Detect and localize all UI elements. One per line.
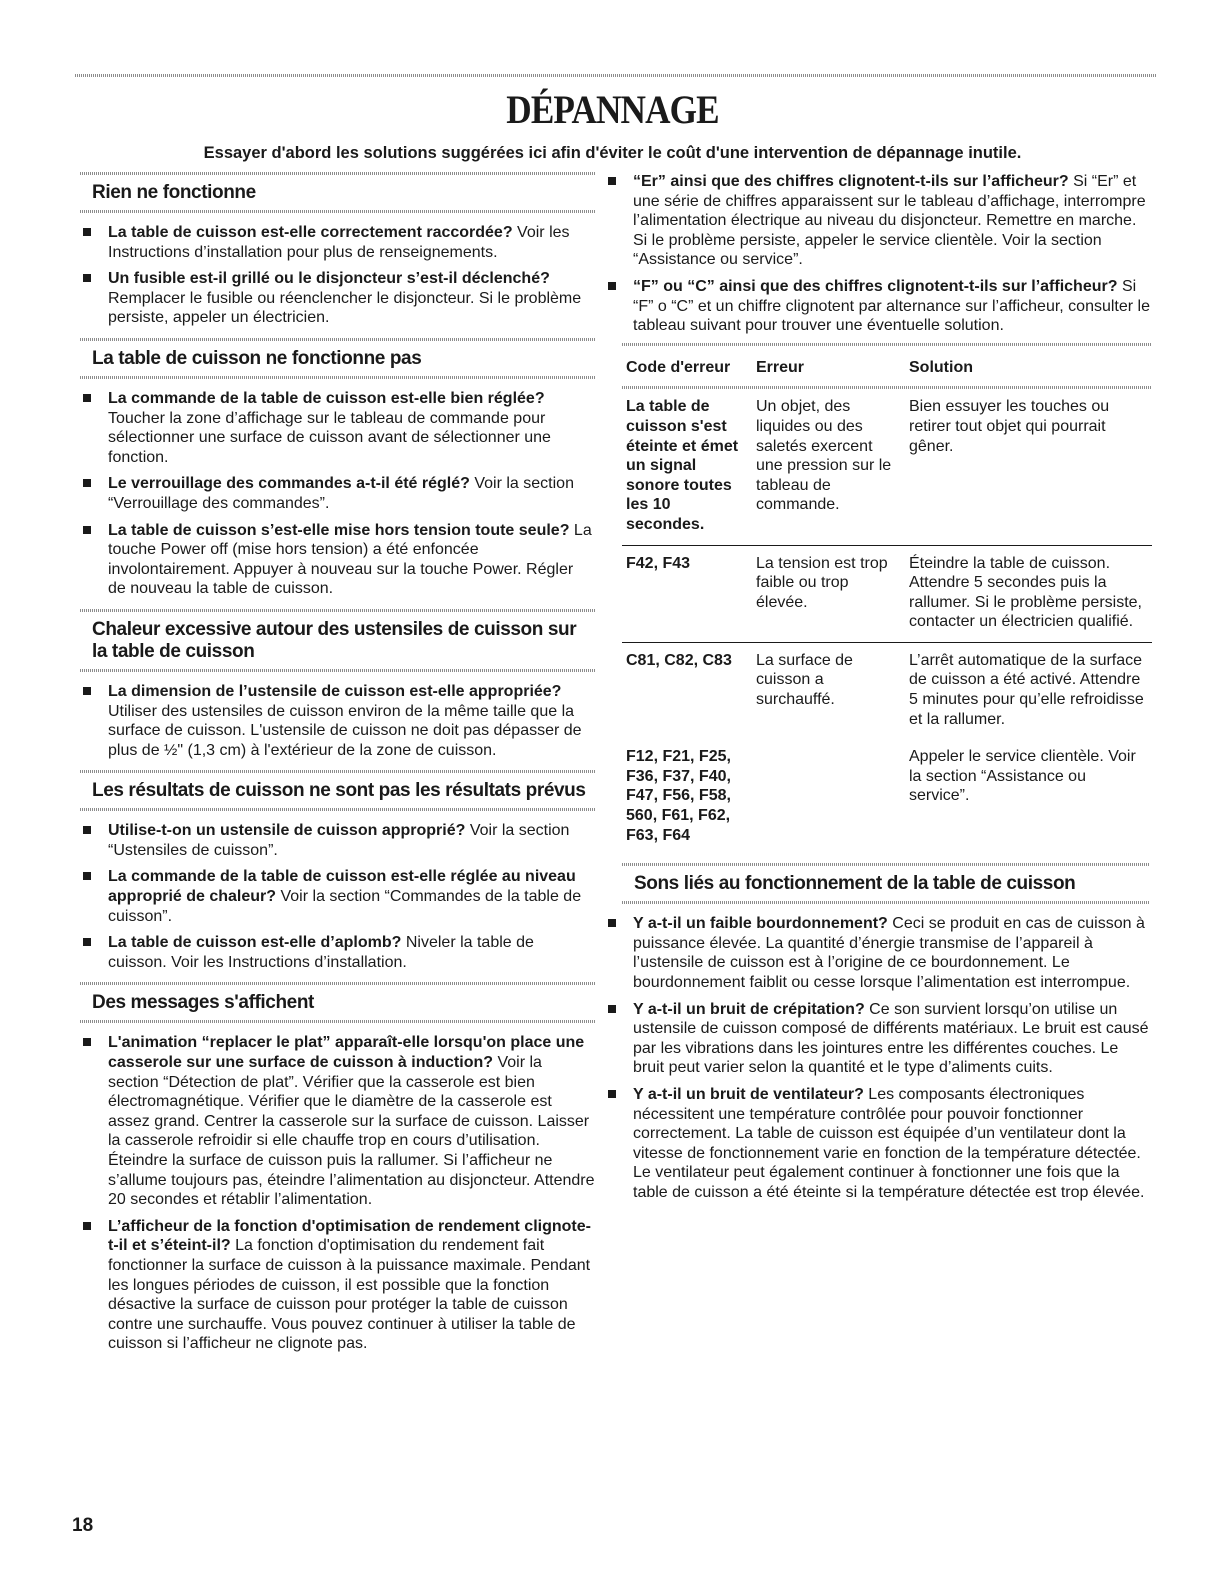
- bullet-icon: [608, 282, 616, 290]
- section-messages: [80, 982, 595, 1354]
- section-nothing-works: [80, 172, 595, 328]
- section-cooktop-not-working: [80, 338, 595, 599]
- item-text: Utiliser des ustensiles de cuisson environ de la même taille que la surface de cuisson. L'ustensile de cuisson ne doit pas dépasser de plus de ½" (1,3 cm) à l'extérieur de la zone de cuisson.: [108, 702, 582, 759]
- item-lead: “Er” ainsi que des chiffres clignotent-t-ils sur l’afficheur?: [633, 173, 1069, 190]
- item-text: Ce son survient lorsqu’on utilise un ustensile de cuisson composé de différents matériaux. Le bruit est causé par les vibrations dans les jointures entre les différentes couches. Le bruit peut varier selon la quantité et le type d’aliments cuits.: [633, 1000, 1149, 1077]
- left-column: [80, 172, 595, 1364]
- col-header-code: Code d'erreur: [626, 358, 731, 376]
- cell-error: [752, 739, 905, 855]
- cell-error: La tension est trop faible ou trop élevée.: [752, 545, 905, 642]
- list-item: [80, 682, 595, 760]
- bullet-icon: [83, 228, 91, 236]
- list-item: [605, 1085, 1150, 1203]
- item-lead: Un fusible est-il grillé ou le disjoncteur s’est-il déclenché?: [108, 270, 550, 288]
- col-header-error: Erreur: [756, 358, 805, 376]
- section-rule: [622, 901, 1150, 904]
- cell-solution: Appeler le service clientèle. Voir la section “Assistance ou service”.: [909, 748, 1136, 805]
- section-excessive-heat: [80, 609, 595, 760]
- table-row: [622, 739, 1152, 855]
- table-row: [622, 545, 1152, 642]
- item-text: Si “F” o “C” et un chiffre clignotent par alternance sur l’afficheur, consulter le tableau suivant pour trouver une éventuelle solution.: [633, 277, 1150, 335]
- section-rule: [80, 1020, 595, 1023]
- table-header-row: [622, 350, 1152, 385]
- page-number: 18: [72, 1515, 94, 1536]
- col-header-solution: Solution: [909, 358, 973, 376]
- bullet-icon: [83, 526, 91, 534]
- bullet-icon: [83, 394, 91, 402]
- item-lead: Y a-t-il un bruit de crépitation?: [633, 1000, 865, 1018]
- item-lead: La dimension de l’ustensile de cuisson est-elle appropriée?: [108, 682, 562, 700]
- bullet-icon: [83, 1222, 91, 1230]
- cell-solution: L’arrêt automatique de la surface de cuisson a été activé. Attendre 5 minutes pour qu’elle refroidisse et la rallumer.: [909, 651, 1144, 728]
- bullet-icon: [83, 872, 91, 880]
- section-heading: Sons liés au fonctionnement de la table de cuisson: [634, 873, 1076, 895]
- cell-solution: Bien essuyer les touches ou retirer tout objet qui pourrait gêner.: [905, 389, 1152, 545]
- list-item: [80, 223, 595, 262]
- list-item: [80, 269, 595, 328]
- section-heading: Des messages s'affichent: [92, 992, 314, 1014]
- cell-code: F42, F43: [622, 545, 752, 642]
- section-heading: Rien ne fonctionne: [92, 182, 256, 203]
- item-lead: L’afficheur de la fonction d'optimisation de rendement clignote-t-il et s’éteint-il?: [108, 1217, 591, 1255]
- item-text: Toucher la zone d’affichage sur le tableau de commande pour sélectionner une surface de cuisson avant de sélectionner une fonction.: [108, 409, 551, 466]
- section-heading: Les résultats de cuisson ne sont pas les résultats prévus: [92, 780, 586, 802]
- item-text: Ceci se produit en cas de cuisson à puissance élevée. La quantité d’énergie transmise de l’appareil à l’ustensile de cuisson est à l’origine de ce bourdonnement. Le bourdonnement faiblit ou cesse lorsque l’alimentation est interrompue.: [633, 915, 1145, 991]
- page-title: DÉPANNAGE: [506, 87, 719, 132]
- bullet-icon: [608, 1090, 616, 1098]
- item-text: Voir la section “Verrouillage des commandes”.: [108, 475, 574, 512]
- right-column: [605, 172, 1150, 1213]
- bullet-icon: [83, 1038, 91, 1046]
- bullet-icon: [83, 938, 91, 946]
- item-text: Voir la section “Ustensiles de cuisson”.: [108, 822, 570, 859]
- item-text: Si “Er” et une série de chiffres apparaissent sur le tableau d’affichage, interrompre l’alimentation électrique au niveau du disjoncteur. Remettre en marche. Si le problème persiste, appeler le service clientèle. Voir la section “Assistance ou service”.: [633, 173, 1146, 269]
- cell-error: La surface de cuisson a surchauffé.: [756, 651, 853, 709]
- section-rule: [80, 376, 595, 379]
- intro-text: Essayer d'abord les solutions suggérées ici afin d'éviter le coût d'une intervention de dépannage inutile.: [203, 144, 1022, 162]
- bullet-icon: [608, 1005, 616, 1013]
- item-text: Les composants électroniques nécessitent une température contrôlée pour pouvoir fonctionner correctement. La table de cuisson est équipée d’un ventilateur dont la vitesse de fonctionnement varie en fonction de la température détectée. Le ventilateur peut également continuer à fonctionner une fois que la table de cuisson a été éteinte si la température détectée est trop élevée.: [633, 1085, 1145, 1201]
- item-lead: “F” ou “C” ainsi que des chiffres clignotent-t-ils sur l’afficheur?: [633, 277, 1118, 295]
- section-rule: [80, 669, 595, 672]
- item-lead: Le verrouillage des commandes a-t-il été réglé?: [108, 475, 470, 493]
- list-item: [80, 933, 595, 972]
- list-item: [80, 521, 595, 599]
- bullet-icon: [83, 274, 91, 282]
- item-lead: La table de cuisson est-elle d’aplomb?: [108, 934, 402, 952]
- item-lead: L'animation “replacer le plat” apparaît-elle lorsqu'on place une casserole sur une surface de cuisson à induction?: [108, 1034, 585, 1072]
- error-code-table: [622, 350, 1152, 855]
- list-item: [605, 1000, 1150, 1078]
- list-item: [80, 867, 595, 926]
- cell-code: F12, F21, F25, F36, F37, F40, F47, F56, F58, 560, F61, F62, F63, F64: [626, 748, 731, 844]
- top-rule: [75, 74, 1157, 77]
- item-lead: La commande de la table de cuisson est-elle bien réglée?: [108, 389, 545, 407]
- item-lead: Utilise-t-on un ustensile de cuisson approprié?: [108, 822, 466, 840]
- table-row: [622, 642, 1152, 739]
- section-heading: Chaleur excessive autour des ustensiles de cuisson sur la table de cuisson: [92, 618, 577, 662]
- item-text: Voir la section “Commandes de la table de cuisson”.: [108, 888, 582, 925]
- item-lead: Y a-t-il un faible bourdonnement?: [633, 915, 888, 933]
- list-item: [80, 474, 595, 513]
- cell-error: Un objet, des liquides ou des saletés exercent une pression sur le tableau de commande.: [752, 389, 905, 545]
- section-heading: La table de cuisson ne fonctionne pas: [92, 347, 422, 369]
- bullet-icon: [83, 687, 91, 695]
- item-lead: La commande de la table de cuisson est-elle réglée au niveau approprié de chaleur?: [108, 868, 576, 906]
- list-item: [80, 821, 595, 860]
- list-item: [605, 172, 1150, 270]
- item-lead: Y a-t-il un bruit de ventilateur?: [633, 1085, 864, 1103]
- section-rule: [80, 808, 595, 811]
- table-top-rule: [622, 343, 1152, 346]
- section-sounds: [622, 863, 1150, 1202]
- list-item: [80, 1217, 595, 1354]
- section-rule: [80, 210, 595, 213]
- bullet-icon: [83, 479, 91, 487]
- bullet-icon: [608, 177, 616, 185]
- list-item: [80, 389, 595, 467]
- cell-code: La table de cuisson s'est éteinte et émet un signal sonore toutes les 10 secondes.: [622, 389, 752, 545]
- bullet-icon: [608, 919, 616, 927]
- item-text: Niveler la table de cuisson. Voir les Instructions d’installation.: [108, 934, 534, 971]
- item-text: Voir les Instructions d’installation pour plus de renseignements.: [108, 224, 570, 261]
- cell-code: C81, C82, C83: [626, 651, 732, 669]
- list-item: [605, 914, 1150, 992]
- cell-solution: Éteindre la table de cuisson. Attendre 5 secondes puis la rallumer. Si le problème persiste, contacter un électricien qualifié.: [905, 545, 1152, 642]
- section-cooking-results: [80, 770, 595, 972]
- bullet-icon: [83, 826, 91, 834]
- table-row: [622, 389, 1152, 545]
- list-item: [80, 1033, 595, 1209]
- list-item: [605, 277, 1150, 336]
- item-lead: La table de cuisson s’est-elle mise hors tension toute seule?: [108, 521, 570, 539]
- item-lead: La table de cuisson est-elle correctement raccordée?: [108, 224, 513, 241]
- item-text: La touche Power off (mise hors tension) a été enfoncée involontairement. Appuyer à nouveau sur la touche Power. Régler de nouveau la table de cuisson.: [108, 521, 592, 598]
- item-text: Remplacer le fusible ou réenclencher le disjoncteur. Si le problème persiste, appeler un électricien.: [108, 289, 582, 327]
- item-text: La fonction d'optimisation du rendement fait fonctionner la surface de cuisson à la puissance maximale. Pendant les longues périodes de cuisson, il est possible que la fonction désactive la surface de cuisson pour protéger la table de cuisson contre une surchauffe. Vous pouvez continuer à utiliser la table de cuisson si l’afficheur ne clignote pas.: [108, 1237, 591, 1353]
- item-text: Voir la section “Détection de plat”. Vérifier que la casserole est bien électromagnétique. Vérifier que le diamètre de la casserole est assez grand. Centrer la casserole sur la surface de cuisson. Laisser la casserole refroidir si elle chauffe trop en cours d’utilisation. Éteindre la surface de cuisson puis la rallumer. Si l’afficheur ne s’allume toujours pas, éteindre l’alimentation au disjoncteur. Attendre 20 secondes et rétablir l’alimentation.: [108, 1054, 595, 1209]
